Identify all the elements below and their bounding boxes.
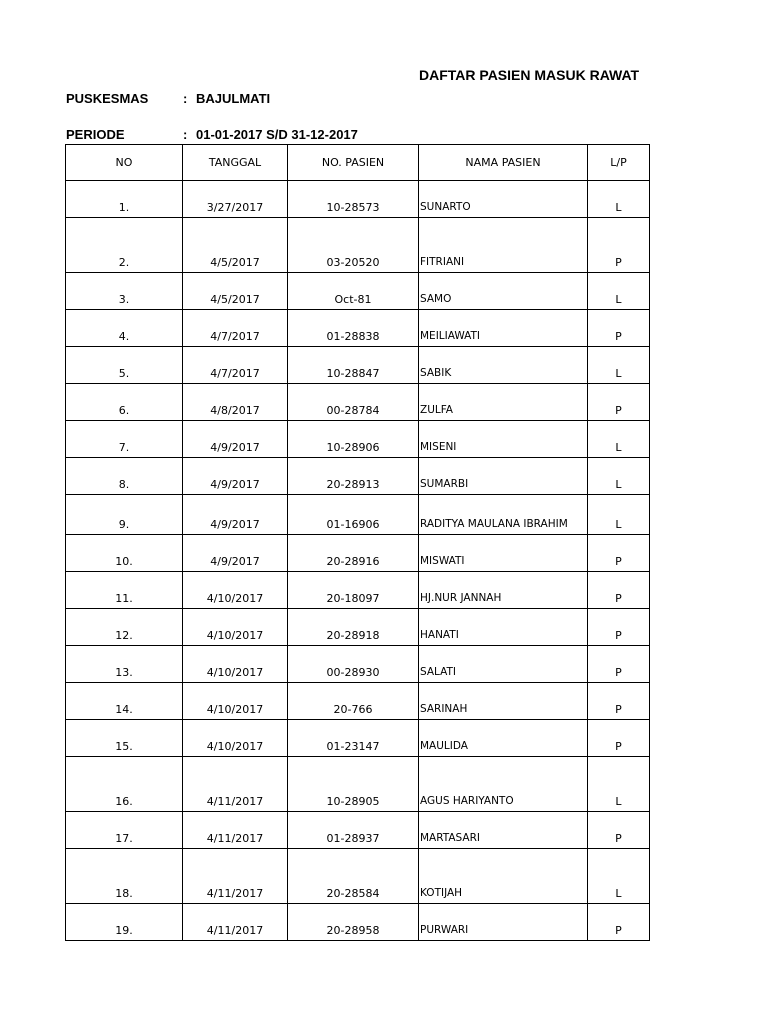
cell-nama: MARTASARI [419, 812, 588, 849]
cell-lp: L [588, 347, 650, 384]
cell-no-pasien: 10-28847 [288, 347, 419, 384]
cell-no-pasien: 20-28918 [288, 609, 419, 646]
table-row [66, 609, 650, 646]
cell-lp: P [588, 535, 650, 572]
cell-tanggal: 4/5/2017 [183, 273, 288, 310]
cell-tanggal: 4/11/2017 [183, 812, 288, 849]
cell-nama: FITRIANI [419, 218, 588, 273]
cell-tanggal: 4/11/2017 [183, 849, 288, 904]
cell-lp: P [588, 683, 650, 720]
cell-nama: SAMO [419, 273, 588, 310]
cell-no-pasien: 20-18097 [288, 572, 419, 609]
cell-no: 18. [66, 849, 183, 904]
patient-table [65, 144, 650, 941]
cell-no-pasien: 20-766 [288, 683, 419, 720]
cell-no: 8. [66, 458, 183, 495]
cell-lp: L [588, 757, 650, 812]
table-row [66, 421, 650, 458]
table-row [66, 458, 650, 495]
cell-no-pasien: 03-20520 [288, 218, 419, 273]
table-row [66, 720, 650, 757]
header-no: NO [66, 145, 183, 181]
table-row [66, 683, 650, 720]
cell-tanggal: 4/9/2017 [183, 495, 288, 535]
periode-label: PERIODE [66, 127, 125, 142]
cell-nama: SALATI [419, 646, 588, 683]
table-row [66, 273, 650, 310]
cell-no-pasien: 10-28905 [288, 757, 419, 812]
table-row [66, 572, 650, 609]
cell-lp: L [588, 181, 650, 218]
header-lp: L/P [588, 145, 650, 181]
table-row [66, 904, 650, 941]
cell-no-pasien: 20-28584 [288, 849, 419, 904]
cell-lp: P [588, 720, 650, 757]
cell-lp: L [588, 458, 650, 495]
cell-lp: P [588, 572, 650, 609]
cell-lp: L [588, 849, 650, 904]
cell-lp: P [588, 646, 650, 683]
cell-tanggal: 4/8/2017 [183, 384, 288, 421]
cell-no: 11. [66, 572, 183, 609]
cell-nama: MAULIDA [419, 720, 588, 757]
cell-no: 3. [66, 273, 183, 310]
cell-no: 9. [66, 495, 183, 535]
cell-no: 5. [66, 347, 183, 384]
cell-nama: SABIK [419, 347, 588, 384]
header-no-pasien: NO. PASIEN [288, 145, 419, 181]
table-row [66, 646, 650, 683]
cell-no: 4. [66, 310, 183, 347]
cell-no-pasien: Oct-81 [288, 273, 419, 310]
cell-tanggal: 4/9/2017 [183, 458, 288, 495]
cell-nama: ZULFA [419, 384, 588, 421]
cell-nama: RADITYA MAULANA IBRAHIM [419, 495, 588, 535]
periode-value: 01-01-2017 S/D 31-12-2017 [196, 127, 358, 142]
cell-tanggal: 4/10/2017 [183, 720, 288, 757]
cell-lp: P [588, 310, 650, 347]
cell-tanggal: 4/10/2017 [183, 609, 288, 646]
cell-no: 14. [66, 683, 183, 720]
table-row [66, 535, 650, 572]
cell-tanggal: 4/11/2017 [183, 904, 288, 941]
cell-nama: HJ.NUR JANNAH [419, 572, 588, 609]
cell-no-pasien: 10-28573 [288, 181, 419, 218]
cell-no: 19. [66, 904, 183, 941]
cell-no: 15. [66, 720, 183, 757]
cell-no-pasien: 01-16906 [288, 495, 419, 535]
cell-no: 12. [66, 609, 183, 646]
cell-no-pasien: 01-23147 [288, 720, 419, 757]
cell-nama: HANATI [419, 609, 588, 646]
cell-no-pasien: 20-28916 [288, 535, 419, 572]
cell-tanggal: 4/7/2017 [183, 310, 288, 347]
cell-no: 16. [66, 757, 183, 812]
cell-nama: AGUS HARIYANTO [419, 757, 588, 812]
table-row [66, 812, 650, 849]
cell-tanggal: 4/11/2017 [183, 757, 288, 812]
table-row [66, 181, 650, 218]
header-tanggal: TANGGAL [183, 145, 288, 181]
cell-lp: P [588, 609, 650, 646]
cell-tanggal: 4/10/2017 [183, 572, 288, 609]
page-title: DAFTAR PASIEN MASUK RAWAT [419, 67, 640, 83]
cell-lp: P [588, 904, 650, 941]
cell-tanggal: 3/27/2017 [183, 181, 288, 218]
cell-no: 2. [66, 218, 183, 273]
table-row [66, 495, 650, 535]
cell-lp: L [588, 273, 650, 310]
periode-colon: : [183, 127, 188, 142]
cell-no-pasien: 20-28958 [288, 904, 419, 941]
cell-lp: L [588, 421, 650, 458]
cell-no-pasien: 00-28930 [288, 646, 419, 683]
cell-no-pasien: 00-28784 [288, 384, 419, 421]
cell-nama: MISENI [419, 421, 588, 458]
header-nama-pasien: NAMA PASIEN [419, 145, 588, 181]
table-row [66, 347, 650, 384]
cell-tanggal: 4/7/2017 [183, 347, 288, 384]
cell-tanggal: 4/9/2017 [183, 535, 288, 572]
table-row [66, 849, 650, 904]
cell-no: 6. [66, 384, 183, 421]
cell-lp: P [588, 812, 650, 849]
puskesmas-value: BAJULMATI [196, 91, 271, 106]
cell-nama: MISWATI [419, 535, 588, 572]
cell-tanggal: 4/10/2017 [183, 646, 288, 683]
cell-nama: SUNARTO [419, 181, 588, 218]
cell-tanggal: 4/10/2017 [183, 683, 288, 720]
cell-nama: PURWARI [419, 904, 588, 941]
cell-no-pasien: 01-28937 [288, 812, 419, 849]
cell-no: 17. [66, 812, 183, 849]
table-header-row [66, 145, 650, 181]
table-row [66, 384, 650, 421]
cell-no-pasien: 20-28913 [288, 458, 419, 495]
table-row [66, 218, 650, 273]
cell-tanggal: 4/9/2017 [183, 421, 288, 458]
cell-lp: P [588, 384, 650, 421]
cell-lp: L [588, 495, 650, 535]
table-row [66, 310, 650, 347]
cell-no-pasien: 10-28906 [288, 421, 419, 458]
cell-no: 10. [66, 535, 183, 572]
puskesmas-line [66, 91, 270, 106]
cell-no-pasien: 01-28838 [288, 310, 419, 347]
cell-no: 1. [66, 181, 183, 218]
cell-no: 7. [66, 421, 183, 458]
puskesmas-label: PUSKESMAS [66, 91, 149, 106]
cell-nama: SARINAH [419, 683, 588, 720]
table-row [66, 757, 650, 812]
cell-tanggal: 4/5/2017 [183, 218, 288, 273]
cell-no: 13. [66, 646, 183, 683]
puskesmas-colon: : [183, 91, 188, 106]
cell-nama: KOTIJAH [419, 849, 588, 904]
cell-lp: P [588, 218, 650, 273]
cell-nama: SUMARBI [419, 458, 588, 495]
periode-line [66, 127, 358, 142]
cell-nama: MEILIAWATI [419, 310, 588, 347]
